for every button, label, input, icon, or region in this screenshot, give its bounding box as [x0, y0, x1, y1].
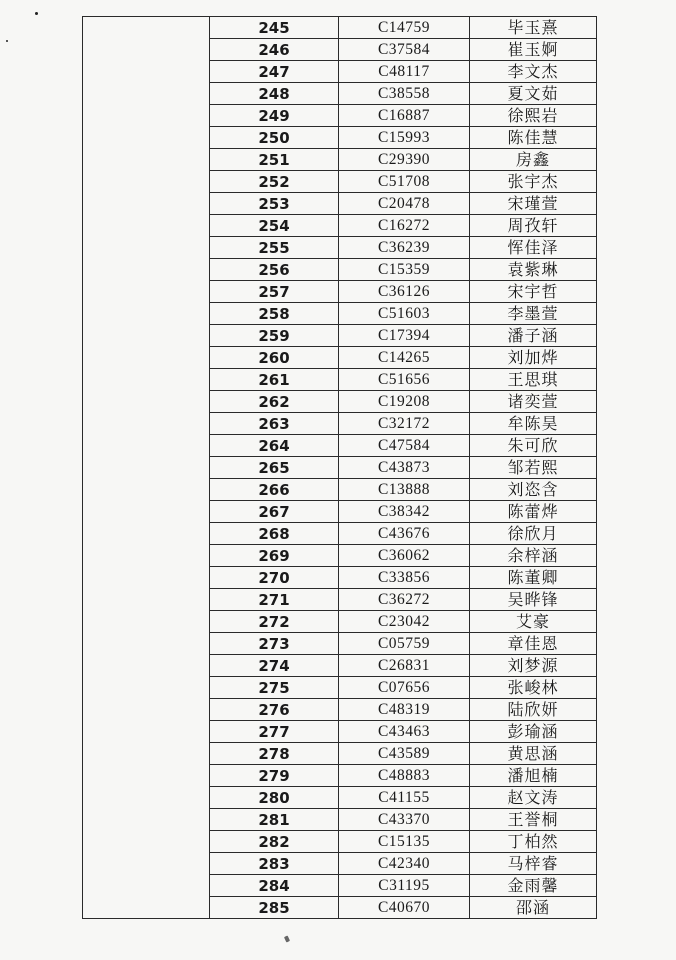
sequence-number-cell: 285 [210, 897, 339, 919]
sequence-number-cell: 270 [210, 567, 339, 589]
student-name-cell: 陈蕾烨 [470, 501, 597, 523]
student-id-cell: C43463 [339, 721, 470, 743]
student-name-cell: 李文杰 [470, 61, 597, 83]
sequence-number-cell: 245 [210, 17, 339, 39]
student-id-cell: C26831 [339, 655, 470, 677]
student-id-cell: C15135 [339, 831, 470, 853]
sequence-number-cell: 247 [210, 61, 339, 83]
student-name-cell: 邹若熙 [470, 457, 597, 479]
student-name-cell: 邵涵 [470, 897, 597, 919]
student-name-cell: 刘梦源 [470, 655, 597, 677]
sequence-number-cell: 274 [210, 655, 339, 677]
sequence-number-cell: 275 [210, 677, 339, 699]
student-id-cell: C51708 [339, 171, 470, 193]
student-name-cell: 李墨萱 [470, 303, 597, 325]
student-name-cell: 徐欣月 [470, 523, 597, 545]
student-name-cell: 金雨馨 [470, 875, 597, 897]
student-name-cell: 宋宇哲 [470, 281, 597, 303]
student-name-cell: 马梓睿 [470, 853, 597, 875]
student-id-cell: C14265 [339, 347, 470, 369]
student-id-cell: C43676 [339, 523, 470, 545]
sequence-number-cell: 259 [210, 325, 339, 347]
table-row [83, 17, 597, 39]
sequence-number-cell: 266 [210, 479, 339, 501]
sequence-number-cell: 251 [210, 149, 339, 171]
student-id-cell: C37584 [339, 39, 470, 61]
sequence-number-cell: 250 [210, 127, 339, 149]
student-name-cell: 房鑫 [470, 149, 597, 171]
student-id-cell: C38342 [339, 501, 470, 523]
sequence-number-cell: 281 [210, 809, 339, 831]
sequence-number-cell: 278 [210, 743, 339, 765]
roster-table [82, 16, 597, 919]
student-id-cell: C43873 [339, 457, 470, 479]
sequence-number-cell: 254 [210, 215, 339, 237]
student-name-cell: 彭瑜涵 [470, 721, 597, 743]
student-id-cell: C15993 [339, 127, 470, 149]
student-name-cell: 黄思涵 [470, 743, 597, 765]
scan-speck [284, 935, 290, 942]
student-name-cell: 恽佳泽 [470, 237, 597, 259]
sequence-number-cell: 268 [210, 523, 339, 545]
student-id-cell: C33856 [339, 567, 470, 589]
student-name-cell: 陈董卿 [470, 567, 597, 589]
student-id-cell: C43370 [339, 809, 470, 831]
student-name-cell: 潘子涵 [470, 325, 597, 347]
student-name-cell: 夏文茹 [470, 83, 597, 105]
student-name-cell: 王思琪 [470, 369, 597, 391]
student-name-cell: 毕玉熹 [470, 17, 597, 39]
sequence-number-cell: 255 [210, 237, 339, 259]
student-id-cell: C32172 [339, 413, 470, 435]
student-id-cell: C31195 [339, 875, 470, 897]
student-name-cell: 牟陈昊 [470, 413, 597, 435]
sequence-number-cell: 261 [210, 369, 339, 391]
sequence-number-cell: 267 [210, 501, 339, 523]
student-name-cell: 丁柏然 [470, 831, 597, 853]
student-id-cell: C41155 [339, 787, 470, 809]
student-name-cell: 诸奕萱 [470, 391, 597, 413]
student-id-cell: C13888 [339, 479, 470, 501]
student-name-cell: 王誉桐 [470, 809, 597, 831]
sequence-number-cell: 271 [210, 589, 339, 611]
sequence-number-cell: 283 [210, 853, 339, 875]
sequence-number-cell: 248 [210, 83, 339, 105]
sequence-number-cell: 273 [210, 633, 339, 655]
student-name-cell: 刘恣含 [470, 479, 597, 501]
scan-speck [35, 12, 38, 15]
scan-speck [6, 40, 8, 42]
student-id-cell: C16887 [339, 105, 470, 127]
student-id-cell: C07656 [339, 677, 470, 699]
merged-group-cell [83, 17, 210, 919]
sequence-number-cell: 262 [210, 391, 339, 413]
student-name-cell: 崔玉婀 [470, 39, 597, 61]
sequence-number-cell: 269 [210, 545, 339, 567]
student-id-cell: C47584 [339, 435, 470, 457]
sequence-number-cell: 257 [210, 281, 339, 303]
sequence-number-cell: 282 [210, 831, 339, 853]
sequence-number-cell: 246 [210, 39, 339, 61]
student-id-cell: C16272 [339, 215, 470, 237]
roster-table-body [83, 17, 597, 919]
student-name-cell: 潘旭楠 [470, 765, 597, 787]
sequence-number-cell: 260 [210, 347, 339, 369]
student-id-cell: C36239 [339, 237, 470, 259]
student-name-cell: 朱可欣 [470, 435, 597, 457]
sequence-number-cell: 279 [210, 765, 339, 787]
sequence-number-cell: 280 [210, 787, 339, 809]
student-name-cell: 张宇杰 [470, 171, 597, 193]
sequence-number-cell: 265 [210, 457, 339, 479]
sequence-number-cell: 249 [210, 105, 339, 127]
student-id-cell: C48117 [339, 61, 470, 83]
sequence-number-cell: 264 [210, 435, 339, 457]
student-id-cell: C29390 [339, 149, 470, 171]
student-id-cell: C36272 [339, 589, 470, 611]
sequence-number-cell: 256 [210, 259, 339, 281]
student-id-cell: C36126 [339, 281, 470, 303]
student-name-cell: 张峻林 [470, 677, 597, 699]
student-id-cell: C48319 [339, 699, 470, 721]
student-name-cell: 章佳恩 [470, 633, 597, 655]
student-id-cell: C38558 [339, 83, 470, 105]
student-name-cell: 余梓涵 [470, 545, 597, 567]
sequence-number-cell: 272 [210, 611, 339, 633]
student-id-cell: C42340 [339, 853, 470, 875]
student-id-cell: C15359 [339, 259, 470, 281]
student-id-cell: C48883 [339, 765, 470, 787]
student-name-cell: 徐熙岩 [470, 105, 597, 127]
student-name-cell: 陈佳慧 [470, 127, 597, 149]
student-name-cell: 艾豪 [470, 611, 597, 633]
student-id-cell: C14759 [339, 17, 470, 39]
sequence-number-cell: 263 [210, 413, 339, 435]
sequence-number-cell: 252 [210, 171, 339, 193]
student-name-cell: 周孜轩 [470, 215, 597, 237]
sequence-number-cell: 258 [210, 303, 339, 325]
student-id-cell: C36062 [339, 545, 470, 567]
student-name-cell: 宋瑾萱 [470, 193, 597, 215]
student-id-cell: C43589 [339, 743, 470, 765]
student-id-cell: C05759 [339, 633, 470, 655]
sequence-number-cell: 276 [210, 699, 339, 721]
student-name-cell: 吴晔锋 [470, 589, 597, 611]
student-name-cell: 刘加烨 [470, 347, 597, 369]
sequence-number-cell: 277 [210, 721, 339, 743]
student-id-cell: C19208 [339, 391, 470, 413]
student-id-cell: C51656 [339, 369, 470, 391]
student-name-cell: 赵文涛 [470, 787, 597, 809]
student-name-cell: 陆欣妍 [470, 699, 597, 721]
sequence-number-cell: 253 [210, 193, 339, 215]
sequence-number-cell: 284 [210, 875, 339, 897]
student-name-cell: 袁紫琳 [470, 259, 597, 281]
student-id-cell: C17394 [339, 325, 470, 347]
student-id-cell: C23042 [339, 611, 470, 633]
student-id-cell: C51603 [339, 303, 470, 325]
student-id-cell: C40670 [339, 897, 470, 919]
student-id-cell: C20478 [339, 193, 470, 215]
